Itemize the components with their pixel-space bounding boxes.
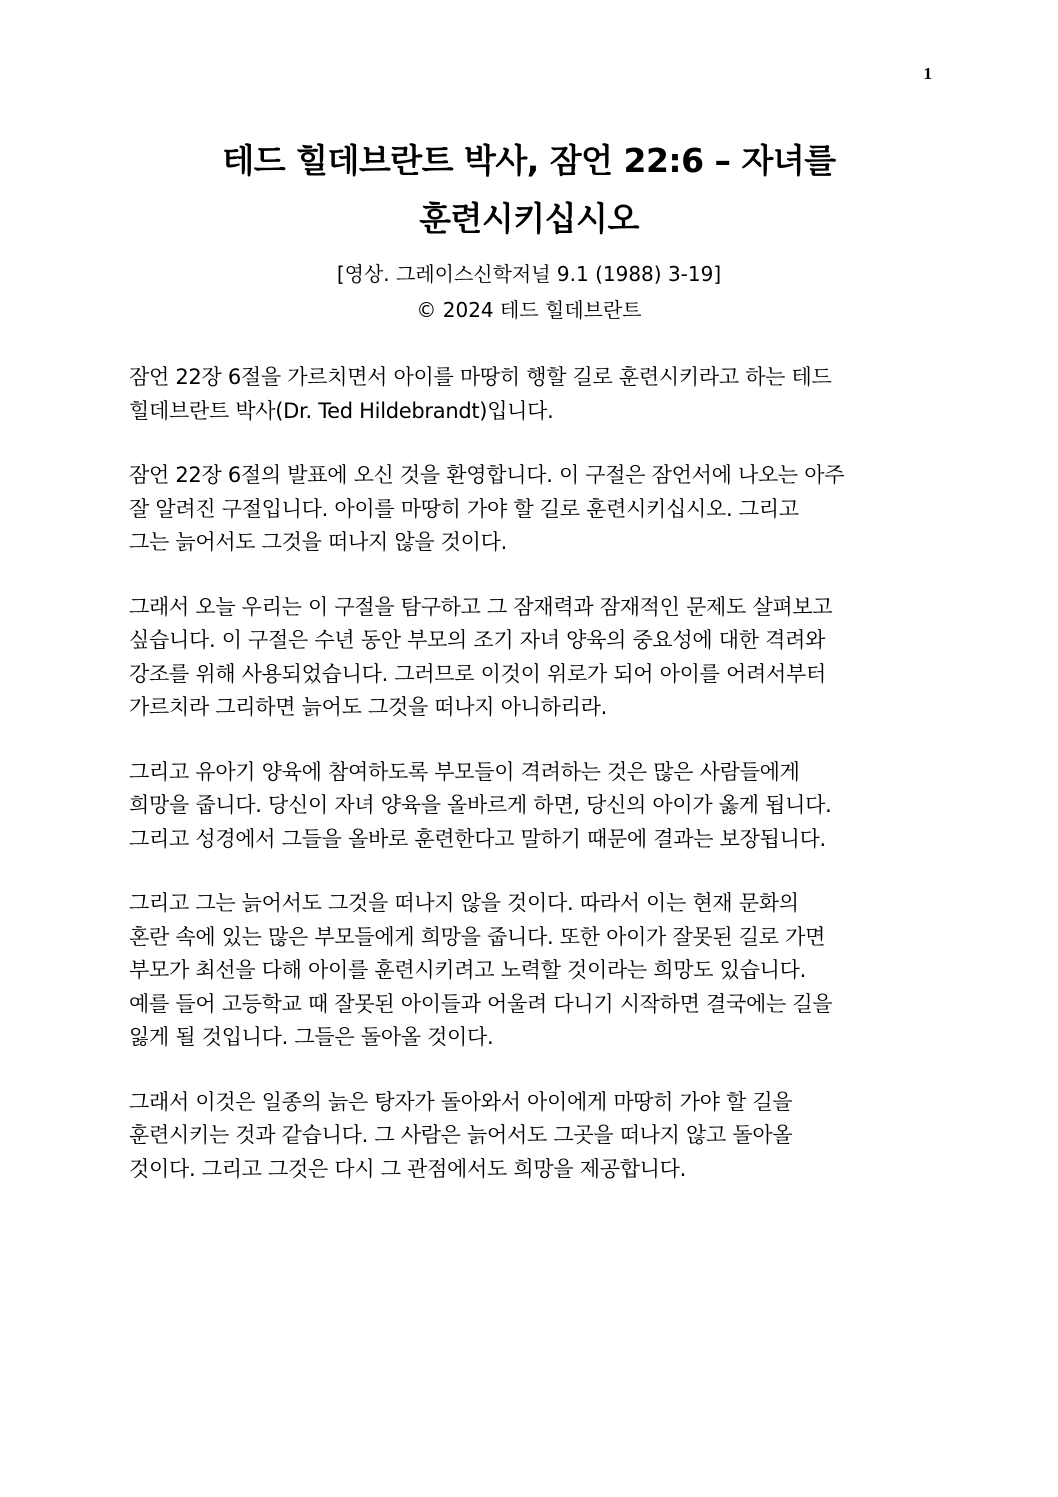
paragraph-2 xyxy=(129,459,929,560)
source-citation: [영상. 그레이스신학저널 9.1 (1988) 3-19] xyxy=(336,262,722,286)
document-title-line-2: 훈련시키십시오 xyxy=(419,199,639,238)
paragraph-line: 혼란 속에 있는 많은 부모들에게 희망을 줍니다. 또한 아이가 잘못된 길로 가면 xyxy=(129,924,826,949)
paragraph-line: 그는 늙어서도 그것을 떠나지 않을 것이다. xyxy=(129,530,508,554)
paragraph-line: 희망을 줍니다. 당신이 자녀 양육을 올바르게 하면, 당신의 아이가 옳게 됩니다. xyxy=(129,793,832,817)
paragraph-5 xyxy=(129,887,929,1055)
paragraph-line: 힐데브란트 박사(Dr. Ted Hildebrandt)입니다. xyxy=(129,398,554,423)
document-header xyxy=(120,132,938,328)
paragraph-line: 강조를 위해 사용되었습니다. 그러므로 이것이 위로가 되어 아이를 어려서부터 xyxy=(129,661,826,686)
paragraph-6 xyxy=(129,1086,929,1187)
paragraph-line: 잃게 될 것입니다. 그들은 돌아올 것이다. xyxy=(129,1025,494,1049)
paragraph-line: 가르치라 그리하면 늙어도 그것을 떠나지 아니하리라. xyxy=(129,695,607,719)
document-body xyxy=(129,361,929,1217)
paragraph-line: 그리고 유아기 양육에 참여하도록 부모들이 격려하는 것은 많은 사람들에게 xyxy=(129,759,800,784)
paragraph-line: 부모가 최선을 다해 아이를 훈련시키려고 노력할 것이라는 희망도 있습니다. xyxy=(129,958,806,982)
paragraph-line: 그래서 오늘 우리는 이 구절을 탐구하고 그 잠재력과 잠재적인 문제도 살펴보고 xyxy=(129,594,833,619)
paragraph-1 xyxy=(129,361,929,428)
paragraph-4 xyxy=(129,756,929,857)
paragraph-3 xyxy=(129,591,929,725)
paragraph-line: 그래서 이것은 일종의 늙은 탕자가 돌아와서 아이에게 마땅히 가야 할 길을 xyxy=(129,1089,793,1114)
paragraph-line: 잠언 22장 6절의 발표에 오신 것을 환영합니다. 이 구절은 잠언서에 나오는 아주 xyxy=(129,463,845,487)
document-title-line-1: 테드 힐데브란트 박사, 잠언 22:6 – 자녀를 xyxy=(222,141,836,180)
paragraph-line: 그리고 성경에서 그들을 올바로 훈련한다고 말하기 때문에 결과는 보장됩니다. xyxy=(129,826,826,851)
paragraph-line: 훈련시키는 것과 같습니다. 그 사람은 늙어서도 그곳을 떠나지 않고 돌아올 xyxy=(129,1123,793,1147)
paragraph-line: 싶습니다. 이 구절은 수년 동안 부모의 조기 자녀 양육의 중요성에 대한 격려와 xyxy=(129,628,826,652)
paragraph-line: 예를 들어 고등학교 때 잘못된 아이들과 어울려 다니기 시작하면 결국에는 길을 xyxy=(129,991,833,1016)
paragraph-line: 것이다. 그리고 그것은 다시 그 관점에서도 희망을 제공합니다. xyxy=(129,1156,687,1181)
paragraph-line: 그리고 그는 늙어서도 그것을 떠나지 않을 것이다. 따라서 이는 현재 문화의 xyxy=(129,891,799,915)
copyright-notice: © 2024 테드 힐데브란트 xyxy=(416,298,642,322)
paragraph-line: 잠언 22장 6절을 가르치면서 아이를 마땅히 행할 길로 훈련시키라고 하는 테드 xyxy=(129,365,832,389)
page-number: 1 xyxy=(923,64,932,83)
paragraph-line: 잘 알려진 구절입니다. 아이를 마땅히 가야 할 길로 훈련시키십시오. 그리고 xyxy=(129,496,799,521)
